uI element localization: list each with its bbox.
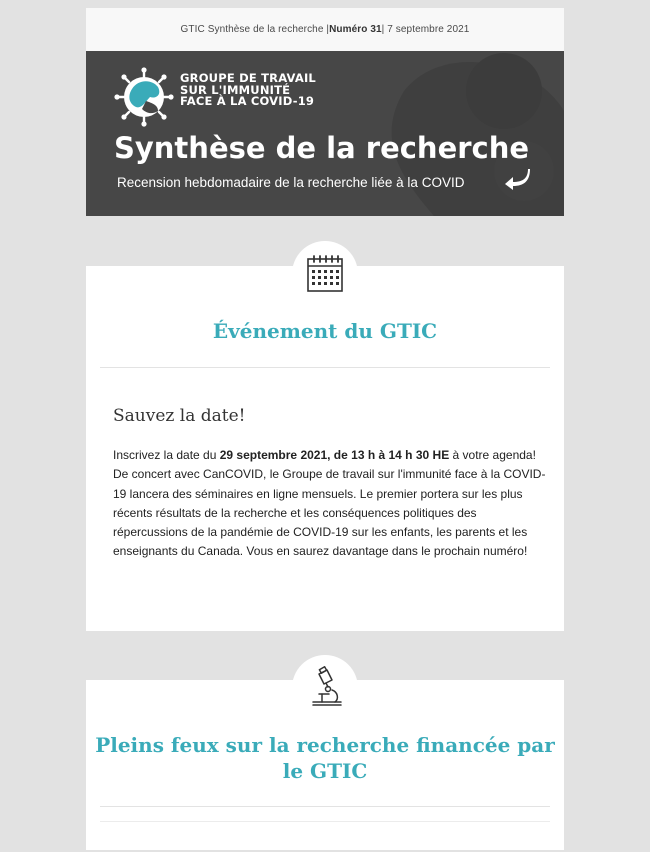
event-paragraph — [113, 446, 549, 562]
event-date-highlight: 29 septembre 2021, de 13 h à 14 h 30 HE — [219, 448, 450, 462]
banner-title: Synthèse de la recherche — [114, 131, 530, 165]
issue-date: | 7 septembre 2021 — [381, 24, 470, 35]
header-prefix: GTIC Synthèse de la recherche | — [180, 24, 330, 35]
section-title-line-1: Pleins feux sur la recherche financée par — [95, 733, 555, 757]
section-title-line-2: le GTIC — [282, 759, 368, 783]
paragraph-text-end: à votre agenda! De concert avec CanCOVID, le Groupe de travail sur l'immunité face à la COVID-19 lancera des séminaires en ligne mensuels. Le premier portera sur les plus récents résultats de la recherche et les conséquences politiques des répercussions de la pandémie de COVID-19 sur les enfants, les parents et les enseignants du Canada. Vous en saurez davantage dans le prochain numéro! — [113, 448, 546, 559]
section-title: Événement du GTIC — [212, 319, 438, 343]
section-divider — [100, 367, 550, 368]
save-the-date-heading: Sauvez la date! — [113, 406, 246, 426]
issue-number: Numéro 31 — [329, 24, 382, 35]
org-line-1: GROUPE DE TRAVAIL — [180, 71, 316, 85]
paragraph-text-start: Inscrivez la date du — [113, 448, 220, 462]
hero-banner — [86, 51, 564, 216]
return-arrow-icon — [504, 167, 532, 191]
microscope-icon-bubble — [292, 655, 358, 721]
section-divider — [100, 806, 550, 807]
covid-logo-icon — [112, 67, 176, 127]
calendar-icon — [305, 254, 345, 294]
section-title — [86, 732, 564, 784]
issue-header — [86, 8, 564, 51]
org-line-3: FACE À LA COVID-19 — [180, 94, 315, 108]
email-container — [86, 8, 564, 216]
calendar-icon-bubble — [292, 241, 358, 307]
next-content-block — [100, 821, 550, 852]
microscope-icon — [305, 666, 345, 706]
event-section-card — [86, 266, 564, 631]
organization-name — [180, 73, 316, 108]
banner-subtitle: Recension hebdomadaire de la recherche liée à la COVID — [117, 175, 465, 190]
org-line-2: SUR L'IMMUNITÉ — [180, 82, 291, 97]
